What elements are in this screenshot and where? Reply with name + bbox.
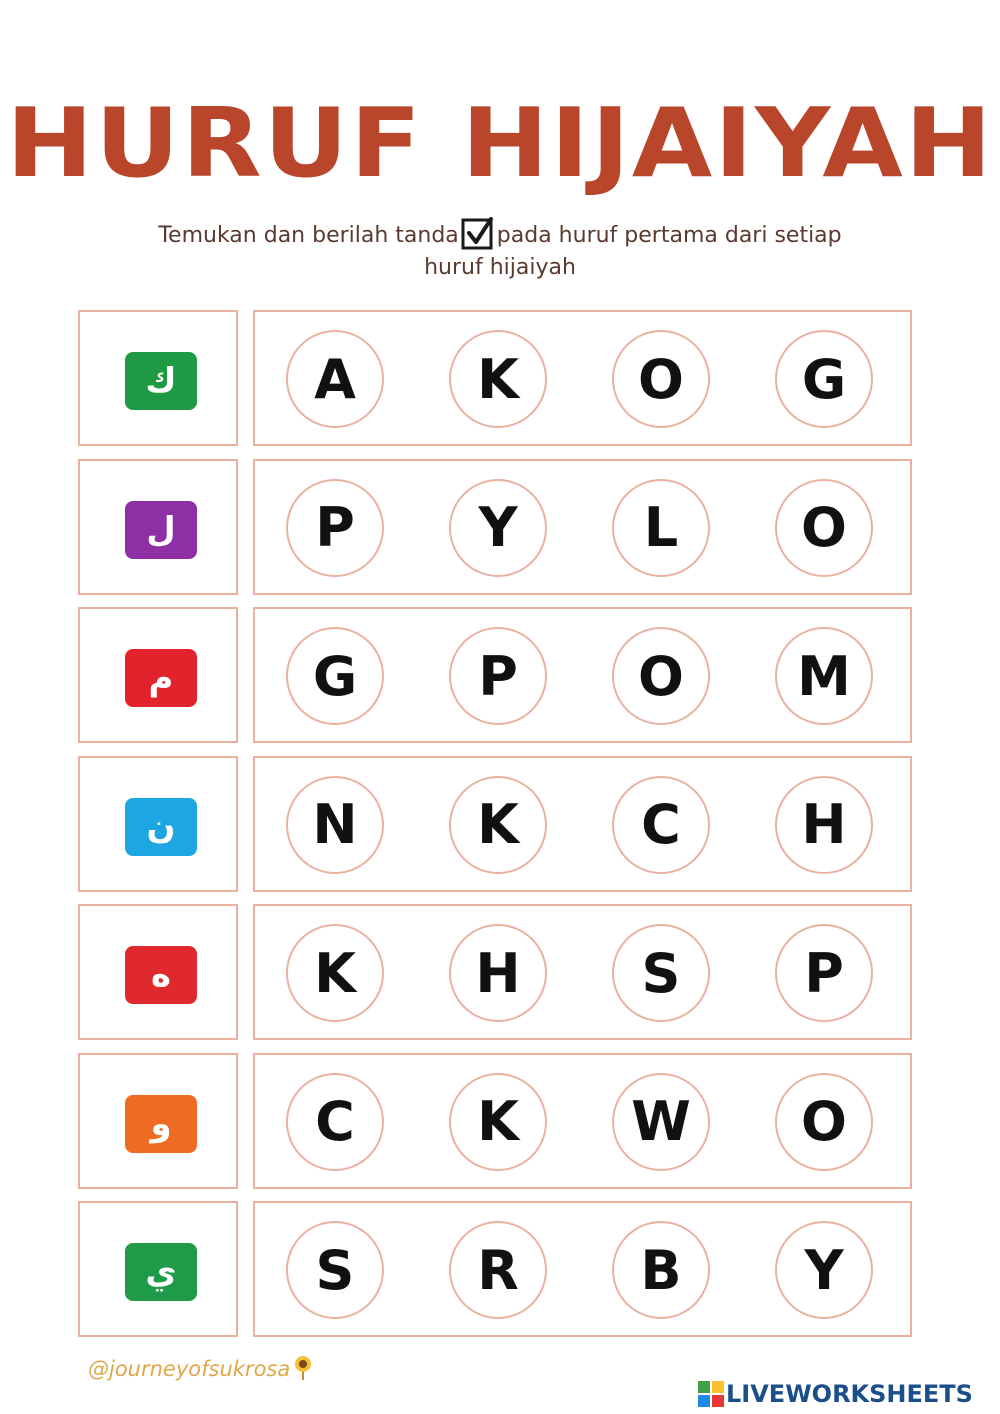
letter-choice-circle[interactable]: O (612, 330, 710, 428)
letter-choice-circle[interactable]: L (612, 479, 710, 577)
letter-choice-circle[interactable]: W (612, 1073, 710, 1171)
instruction-before: Temukan dan berilah tanda (158, 223, 459, 248)
letter-choice-circle[interactable]: K (449, 776, 547, 874)
choices-cell (253, 756, 912, 892)
letter-choice-circle[interactable]: S (612, 924, 710, 1022)
hijaiyah-letter-tile: م (125, 649, 197, 707)
letter-choice-circle[interactable]: O (775, 1073, 873, 1171)
hijaiyah-letter-cell (78, 310, 238, 446)
footer-handle (88, 1354, 314, 1385)
letter-choice-circle[interactable]: A (286, 330, 384, 428)
worksheet-row (78, 1201, 912, 1341)
hijaiyah-letter-cell (78, 904, 238, 1040)
letter-choice-circle[interactable]: H (775, 776, 873, 874)
instruction-line2: huruf hijaiyah (424, 255, 576, 280)
checked-box-icon (461, 216, 495, 250)
letter-choice-circle[interactable]: M (775, 627, 873, 725)
sunflower-icon (292, 1354, 314, 1385)
hijaiyah-letter-cell (78, 607, 238, 743)
choices-cell (253, 607, 912, 743)
letter-choice-circle[interactable]: K (449, 1073, 547, 1171)
liveworksheets-logo-icon (698, 1381, 724, 1407)
letter-choice-circle[interactable]: K (286, 924, 384, 1022)
hijaiyah-letter-tile: ك (125, 352, 197, 410)
worksheet-row (78, 904, 912, 1044)
hijaiyah-letter-cell (78, 1201, 238, 1337)
letter-choice-circle[interactable]: O (612, 627, 710, 725)
hijaiyah-letter-tile: ي (125, 1243, 197, 1301)
choices-cell (253, 904, 912, 1040)
instruction-text (0, 216, 1000, 284)
letter-choice-circle[interactable]: N (286, 776, 384, 874)
brand (698, 1380, 973, 1408)
hijaiyah-letter-tile: ل (125, 501, 197, 559)
choices-cell (253, 459, 912, 595)
choices-cell (253, 1201, 912, 1337)
letter-choice-circle[interactable]: Y (775, 1221, 873, 1319)
choices-cell (253, 1053, 912, 1189)
footer-handle-text: @journeyofsukrosa (88, 1357, 291, 1381)
letter-choice-circle[interactable]: R (449, 1221, 547, 1319)
page-title: HURUF HIJAIYAH (6, 86, 994, 200)
worksheet-row (78, 459, 912, 599)
letter-choice-circle[interactable]: G (286, 627, 384, 725)
brand-text: LIVEWORKSHEETS (726, 1380, 973, 1408)
choices-cell (253, 310, 912, 446)
hijaiyah-letter-tile: ن (125, 798, 197, 856)
hijaiyah-letter-cell (78, 459, 238, 595)
hijaiyah-letter-tile: و (125, 1095, 197, 1153)
letter-choice-circle[interactable]: P (286, 479, 384, 577)
letter-choice-circle[interactable]: H (449, 924, 547, 1022)
letter-choice-circle[interactable]: G (775, 330, 873, 428)
worksheet-row (78, 310, 912, 450)
hijaiyah-letter-cell (78, 1053, 238, 1189)
letter-choice-circle[interactable]: P (449, 627, 547, 725)
letter-choice-circle[interactable]: S (286, 1221, 384, 1319)
letter-choice-circle[interactable]: Y (449, 479, 547, 577)
worksheet-row (78, 1053, 912, 1193)
letter-choice-circle[interactable]: B (612, 1221, 710, 1319)
worksheet-row (78, 607, 912, 747)
letter-choice-circle[interactable]: O (775, 479, 873, 577)
letter-choice-circle[interactable]: C (286, 1073, 384, 1171)
instruction-after: pada huruf pertama dari setiap (496, 223, 842, 248)
letter-choice-circle[interactable]: K (449, 330, 547, 428)
worksheet-row (78, 756, 912, 896)
letter-choice-circle[interactable]: P (775, 924, 873, 1022)
hijaiyah-letter-cell (78, 756, 238, 892)
letter-choice-circle[interactable]: C (612, 776, 710, 874)
hijaiyah-letter-tile: ه (125, 946, 197, 1004)
